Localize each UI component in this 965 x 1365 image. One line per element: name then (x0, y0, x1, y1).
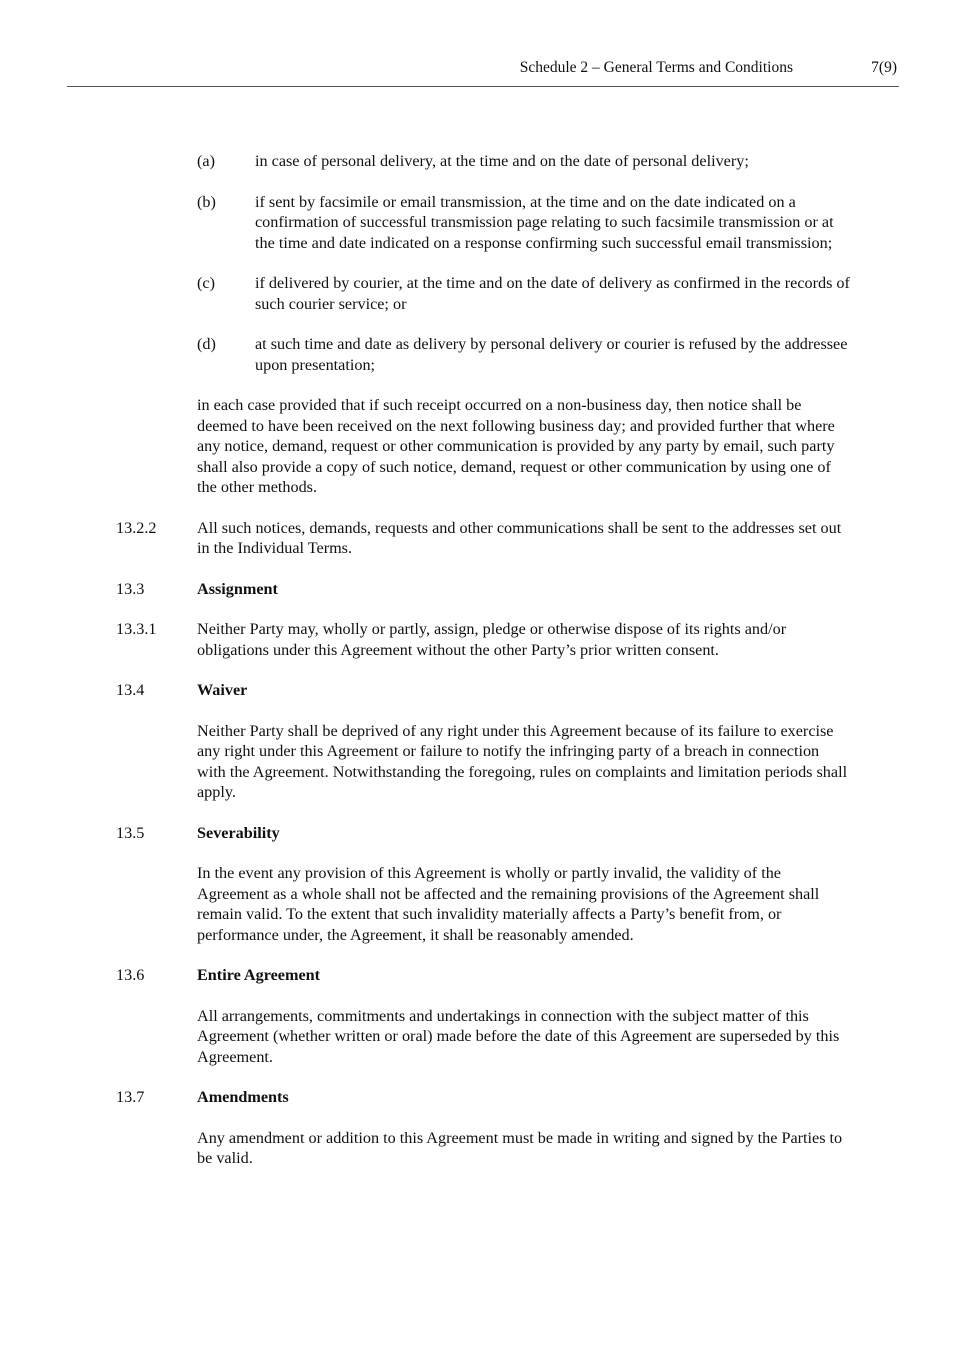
clause-13-2-2 (0, 518, 850, 559)
clause-13-3-heading (0, 579, 850, 600)
page-header (67, 58, 899, 87)
list-item (0, 273, 850, 314)
list-item-text: in case of personal delivery, at the time and on the date of personal delivery; (255, 152, 749, 170)
clause-text: All such notices, demands, requests and other communications shall be sent to the addresses set out in the Individual Terms. (197, 518, 842, 557)
clause-heading: Waiver (197, 681, 248, 699)
clause-13-6-text: All arrangements, commitments and undertakings in connection with the subject matter of this Agreement (whether written or oral) made before the date of this Agreement are superseded by this Agreement. (197, 1006, 840, 1066)
list-marker: (c) (197, 274, 215, 292)
clause-number: 13.3 (116, 579, 145, 598)
clause-number: 13.2.2 (116, 518, 157, 537)
closing-paragraph: in each case provided that if such receipt occurred on a non-business day, then notice shall be deemed to have been received on the next following business day; and provided further that where any notice, demand, request or other communication is provided by any party by email, such party shall also provide a copy of such notice, demand, request or other communication by using one of the other methods. (197, 396, 835, 496)
clause-13-6-heading (0, 965, 850, 986)
clause-13-4-heading (0, 680, 850, 701)
clause-text: Neither Party may, wholly or partly, assign, pledge or otherwise dispose of its rights and/or obligations under this Agreement without the other Party’s prior written consent. (197, 620, 787, 659)
list-item (0, 151, 850, 172)
clause-number: 13.5 (116, 823, 145, 842)
list-item-text: if sent by facsimile or email transmission, at the time and on the date indicated on a confirmation of successful transmission page relating to such facsimile transmission or at the time and date indicated on a response confirming such successful email transmission; (255, 192, 834, 252)
clause-heading: Entire Agreement (197, 966, 321, 984)
clause-number: 13.4 (116, 681, 145, 699)
clause-heading: Assignment (197, 579, 278, 598)
list-marker: (a) (197, 152, 215, 170)
clause-13-4-text: Neither Party shall be deprived of any right under this Agreement because of its failure to exercise any right under this Agreement or failure to notify the infringing party of a breach in connection with the Agreement. Notwithstanding the foregoing, rules on complaints and limitation periods shall apply. (197, 721, 848, 801)
list-item (0, 192, 850, 254)
header-title: Schedule 2 – General Terms and Conditions (519, 59, 793, 76)
document-body (0, 151, 965, 1189)
clause-number: 13.7 (116, 1088, 145, 1106)
clause-13-5-heading (0, 823, 850, 844)
list-item-text: at such time and date as delivery by personal delivery or courier is refused by the addressee upon presentation; (255, 335, 848, 374)
clause-13-7-text: Any amendment or addition to this Agreement must be made in writing and signed by the Parties to be valid. (197, 1128, 843, 1167)
page-number: 7(9) (871, 59, 897, 76)
clause-heading: Severability (197, 823, 280, 842)
list-marker: (d) (197, 335, 216, 353)
clause-number: 13.3.1 (116, 620, 157, 638)
clause-13-3-1 (0, 619, 850, 660)
clause-13-5-text: In the event any provision of this Agreement is wholly or partly invalid, the validity of the Agreement as a whole shall not be affected and the remaining provisions of the Agreement shall remain valid. To the extent that such invalidity materially affects a Party’s benefit from, or performance under, the Agreement, it shall be reasonably amended. (197, 864, 820, 944)
list-marker: (b) (197, 192, 216, 211)
list-item (0, 334, 850, 375)
list-item-text: if delivered by courier, at the time and on the date of delivery as confirmed in the records of such courier service; or (255, 274, 850, 313)
clause-13-7-heading (0, 1087, 850, 1108)
clause-number: 13.6 (116, 966, 145, 984)
clause-heading: Amendments (197, 1088, 289, 1106)
